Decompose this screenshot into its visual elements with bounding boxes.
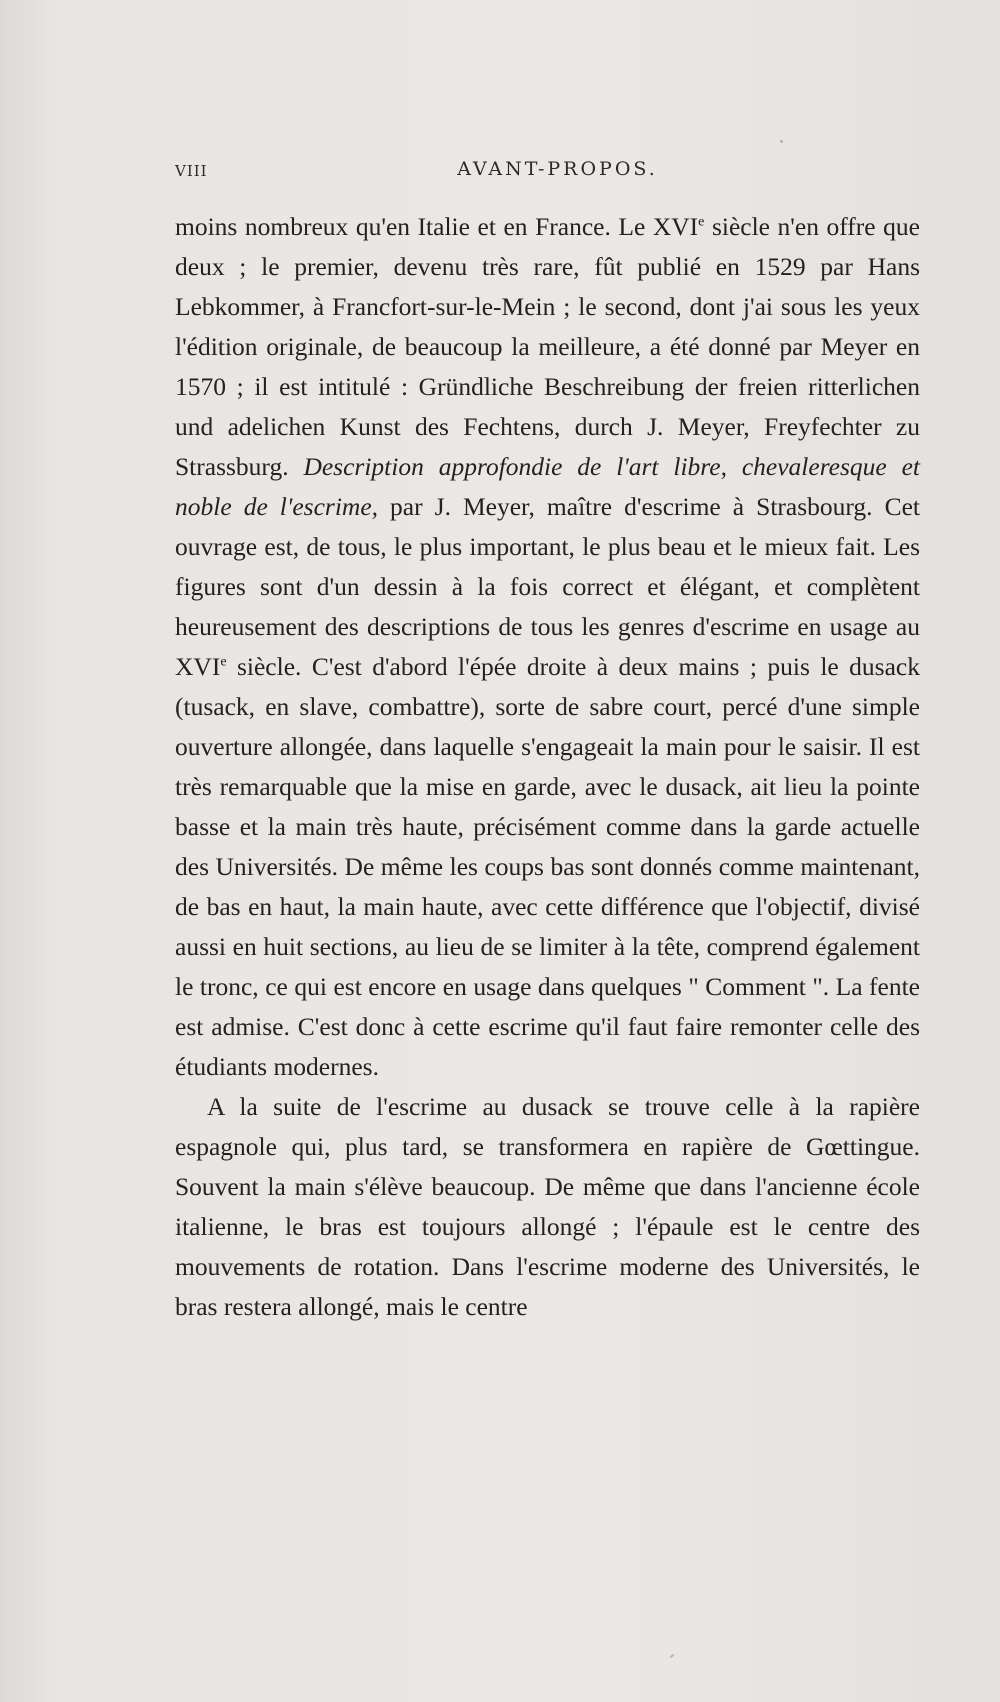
superscript: e <box>698 214 705 230</box>
paragraph <box>175 207 920 1087</box>
italic-translation: Description approfondie de l'art libre, chevaleresque et noble de l'escrime, <box>175 452 920 521</box>
running-head: AVANT-PROPOS. <box>457 158 658 180</box>
text-span: moins nombreux qu'en Italie et en France. Le XVI <box>175 212 699 241</box>
paragraph: A la suite de l'escrime au dusack se trouve celle à la rapière espagnole qui, plus tard, se transformera en rapière de Gœttingue. Souvent la main s'élève beaucoup. De même que dans l'ancienne école italienne, le bras est toujours allongé ; l'épaule est le centre des mouvements de rotation. Dans l'escrime moderne des Universités, le bras restera allongé, mais le centre <box>175 1092 920 1321</box>
text-span: siècle. C'est d'abord l'épée droite à deux mains ; puis le dusack (tusack, en slave, combattre), sorte de sabre court, percé d'une simple ouverture allongée, dans laquelle s'engageait la main pour le saisir. Il est très remarquable que la mise en garde, avec le dusack, ait lieu la pointe basse et la main très haute, précisément comme dans la garde actuelle des Universités. De même les coups bas sont donnés comme maintenant, de bas en haut, la main haute, avec cette différence que l'objectif, divisé aussi en huit sections, au lieu de se limiter à la tête, comprend également le tronc, ce qui est encore en usage dans quelques " Comment ". La fente est admise. C'est donc à cette escrime qu'il faut faire remonter celle des étudiants modernes. <box>175 652 920 1081</box>
superscript: e <box>220 654 227 670</box>
page-header <box>175 158 940 188</box>
paper-speck <box>780 140 783 143</box>
paper-speck <box>670 1654 674 1658</box>
text-span: par J. Meyer, maître d'escrime à Strasbourg. Cet ouvrage est, de tous, le plus important, le plus beau et le mieux fait. Les figures sont d'un dessin à la fois correct et élégant, et complètent heureusement des descriptions de tous les genres d'escrime en usage au XVI <box>175 492 920 681</box>
text-span: siècle n'en offre que deux ; le premier, devenu très rare, fût publié en 1529 par Hans Lebkommer, à Francfort-sur-le-Mein ; le second, dont j'ai sous les yeux l'édition originale, de beaucoup la meilleure, a été donné par Meyer en 1570 ; il est intitulé : Gründliche Beschreibung der freien ritterlichen und adelichen Kunst des Fechtens, durch J. Meyer, Freyfechter zu Strassburg. <box>175 212 920 481</box>
page-number: VIII <box>175 162 208 180</box>
body-text <box>175 207 920 1327</box>
